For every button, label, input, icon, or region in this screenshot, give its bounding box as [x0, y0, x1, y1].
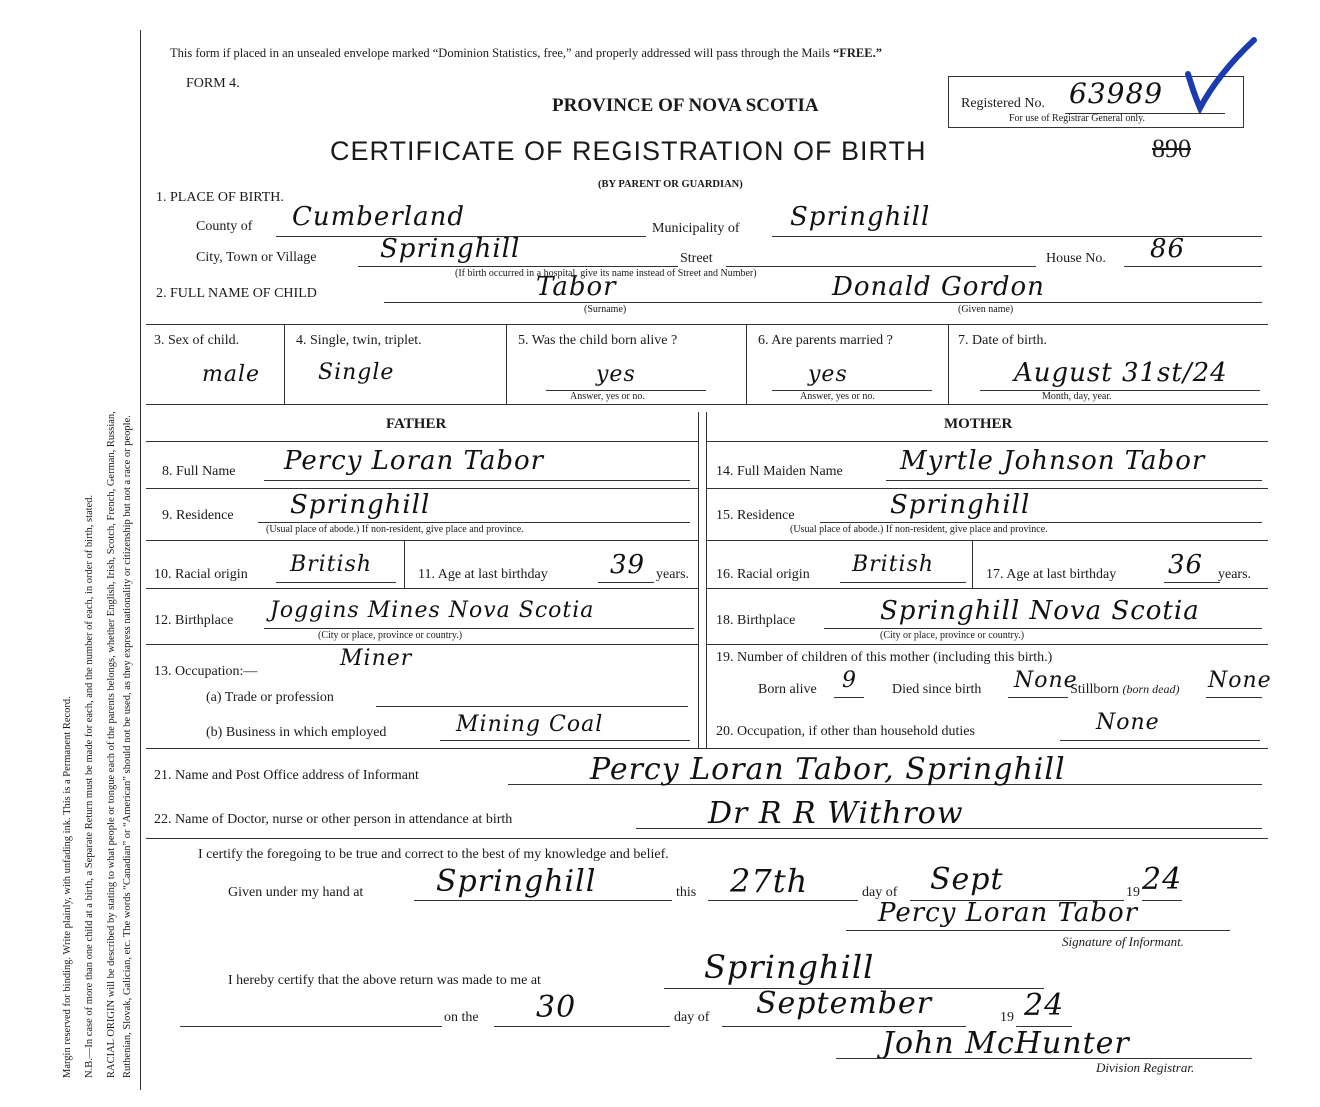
father-residence-label: 9. Residence: [162, 508, 234, 523]
stillborn-label: Stillborn (born dead): [1070, 682, 1180, 697]
born-alive-value: 9: [842, 668, 857, 693]
father-occupation-label: 13. Occupation:—: [154, 664, 258, 679]
surname-caption: (Surname): [584, 304, 627, 315]
struck-number: 890: [1152, 134, 1191, 163]
certify-statement: I certify the foregoing to be true and correct to the best of my knowledge and belief.: [198, 847, 669, 862]
form-number: FORM 4.: [186, 76, 240, 91]
given-caption: (Given name): [958, 304, 1014, 315]
binding-margin-line: [140, 30, 141, 1090]
given-year-value: 24: [1142, 862, 1183, 897]
father-age-unit: years.: [656, 567, 690, 582]
father-racial-label: 10. Racial origin: [154, 567, 248, 582]
stillborn-value: None: [1208, 668, 1272, 693]
plurality-label: 4. Single, twin, triplet.: [296, 333, 422, 348]
side-note-racial-origin-cont: Ruthenian, Slovak, Galician, etc. The words “Canadian” or “American” should not be used, as they express nationality or citizenship but not a race or people.: [122, 415, 133, 1078]
father-birthplace-label: 12. Birthplace: [154, 613, 234, 628]
father-birthplace-caption: (City or place, province or country.): [318, 630, 463, 641]
city-label: City, Town or Village: [196, 250, 317, 265]
given-year-prefix: 19: [1126, 885, 1140, 900]
mother-name-value: Myrtle Johnson Tabor: [900, 446, 1206, 476]
married-label: 6. Are parents married ?: [758, 333, 893, 348]
given-day-value: 27th: [730, 862, 809, 900]
mother-birthplace-label: 18. Birthplace: [716, 613, 796, 628]
registrar-signature: John McHunter: [882, 1026, 1130, 1061]
sex-value: male: [202, 362, 261, 387]
registrar-day-value: 30: [536, 990, 577, 1025]
registered-number: 63989: [1069, 77, 1164, 110]
father-name-value: Percy Loran Tabor: [284, 446, 545, 476]
father-occupation-value: Miner: [340, 646, 413, 671]
father-birthplace-value: Joggins Mines Nova Scotia: [270, 598, 595, 623]
mother-heading: MOTHER: [944, 416, 1013, 432]
mother-birthplace-value: Springhill Nova Scotia: [880, 596, 1200, 626]
doctor-label: 22. Name of Doctor, nurse or other person in attendance at birth: [154, 812, 513, 827]
registrar-note: For use of Registrar General only.: [1009, 113, 1145, 124]
given-day-of-label: day of: [862, 885, 898, 900]
registrar-place-value: Springhill: [704, 948, 875, 986]
dob-label: 7. Date of birth.: [958, 333, 1048, 348]
father-residence-caption: (Usual place of abode.) If non-resident, give place and province.: [266, 524, 524, 535]
page-title: CERTIFICATE OF REGISTRATION OF BIRTH: [330, 136, 927, 166]
mother-name-label: 14. Full Maiden Name: [716, 464, 843, 479]
mother-residence-value: Springhill: [890, 490, 1031, 520]
father-business-value: Mining Coal: [456, 712, 604, 737]
father-business-label: (b) Business in which employed: [206, 725, 387, 740]
county-value: Cumberland: [292, 202, 465, 232]
registrar-year-value: 24: [1024, 988, 1065, 1023]
mother-residence-label: 15. Residence: [716, 508, 795, 523]
given-month-value: Sept: [930, 862, 1004, 897]
house-value: 86: [1150, 234, 1186, 264]
informant-signature-caption: Signature of Informant.: [1062, 934, 1184, 949]
father-age-label: 11. Age at last birthday: [418, 567, 548, 582]
alive-caption: Answer, yes or no.: [570, 391, 645, 402]
father-trade-label: (a) Trade or profession: [206, 690, 334, 705]
mother-children-label: 19. Number of children of this mother (including this birth.): [716, 650, 1053, 665]
father-residence-value: Springhill: [290, 490, 431, 520]
side-note-racial-origin: RACIAL ORIGIN will be described by stating to what people or tongue each of the parents belongs, whether English, Irish, Scotch, French, German, Russian,: [106, 411, 117, 1078]
died-value: None: [1014, 668, 1078, 693]
house-label: House No.: [1046, 251, 1106, 266]
informant-signature: Percy Loran Tabor: [878, 898, 1139, 928]
mother-occupation-label: 20. Occupation, if other than household duties: [716, 724, 975, 739]
dob-caption: Month, day, year.: [1042, 391, 1112, 402]
married-caption: Answer, yes or no.: [800, 391, 875, 402]
registrar-year-prefix: 19: [1000, 1010, 1014, 1025]
died-label: Died since birth: [892, 682, 982, 697]
born-alive-label: Born alive: [758, 682, 817, 697]
informant-value: Percy Loran Tabor, Springhill: [590, 752, 1066, 787]
father-racial-value: British: [290, 552, 373, 577]
checkmark-icon: [1180, 34, 1260, 114]
child-name-label: 2. FULL NAME OF CHILD: [156, 286, 317, 301]
mother-age-value: 36: [1168, 550, 1204, 580]
side-note-binding: Margin reserved for binding. Write plainly, with unfading ink. This is a Permanent Record.: [62, 696, 73, 1078]
plurality-value: Single: [318, 360, 395, 385]
doctor-value: Dr R R Withrow: [708, 796, 964, 831]
father-heading: FATHER: [386, 416, 447, 432]
father-name-label: 8. Full Name: [162, 464, 236, 479]
mother-age-label: 17. Age at last birthday: [986, 567, 1117, 582]
on-the-label: on the: [444, 1010, 479, 1025]
mother-racial-label: 16. Racial origin: [716, 567, 810, 582]
sex-label: 3. Sex of child.: [154, 333, 240, 348]
registrar-statement: I hereby certify that the above return was made to me at: [228, 973, 541, 988]
this-label: this: [676, 885, 697, 900]
mail-notice: This form if placed in an unsealed envelope marked “Dominion Statistics, free,” and properly addressed will pass through the Mails “FREE.”: [170, 46, 882, 60]
dob-value: August 31st/24: [1014, 358, 1228, 388]
municipality-label: Municipality of: [652, 221, 740, 236]
mother-birthplace-caption: (City or place, province or country.): [880, 630, 1025, 641]
married-value: yes: [808, 362, 848, 387]
child-surname-value: Tabor: [536, 272, 617, 302]
mother-occupation-value: None: [1096, 710, 1160, 735]
county-label: County of: [196, 219, 253, 234]
child-given-value: Donald Gordon: [832, 272, 1045, 302]
side-note-multiple-births: N.B.—In case of more than one child at a birth, a Separate Return must be made for each, and the number of each, in order of birth, stated.: [84, 494, 95, 1078]
given-label: Given under my hand at: [228, 885, 364, 900]
mother-residence-caption: (Usual place of abode.) If non-resident, give place and province.: [790, 524, 1048, 535]
page-subtitle: (BY PARENT OR GUARDIAN): [598, 179, 743, 190]
registered-label: Registered No.: [961, 96, 1045, 111]
registrar-month-value: September: [756, 986, 933, 1021]
father-age-value: 39: [610, 550, 646, 580]
street-label: Street: [680, 251, 713, 266]
alive-value: yes: [596, 362, 636, 387]
registrar-caption: Division Registrar.: [1096, 1060, 1195, 1075]
place-section-label: 1. PLACE OF BIRTH.: [156, 190, 284, 205]
hospital-note: (If birth occurred in a hospital, give its name instead of Street and Number): [455, 268, 757, 279]
given-place-value: Springhill: [436, 864, 597, 899]
alive-label: 5. Was the child born alive ?: [518, 333, 678, 348]
registrar-day-of-label: day of: [674, 1010, 710, 1025]
mother-age-unit: years.: [1218, 567, 1252, 582]
province-heading: PROVINCE OF NOVA SCOTIA: [552, 95, 819, 116]
informant-label: 21. Name and Post Office address of Informant: [154, 768, 419, 783]
city-value: Springhill: [380, 234, 521, 264]
municipality-value: Springhill: [790, 202, 931, 232]
mother-racial-value: British: [852, 552, 935, 577]
